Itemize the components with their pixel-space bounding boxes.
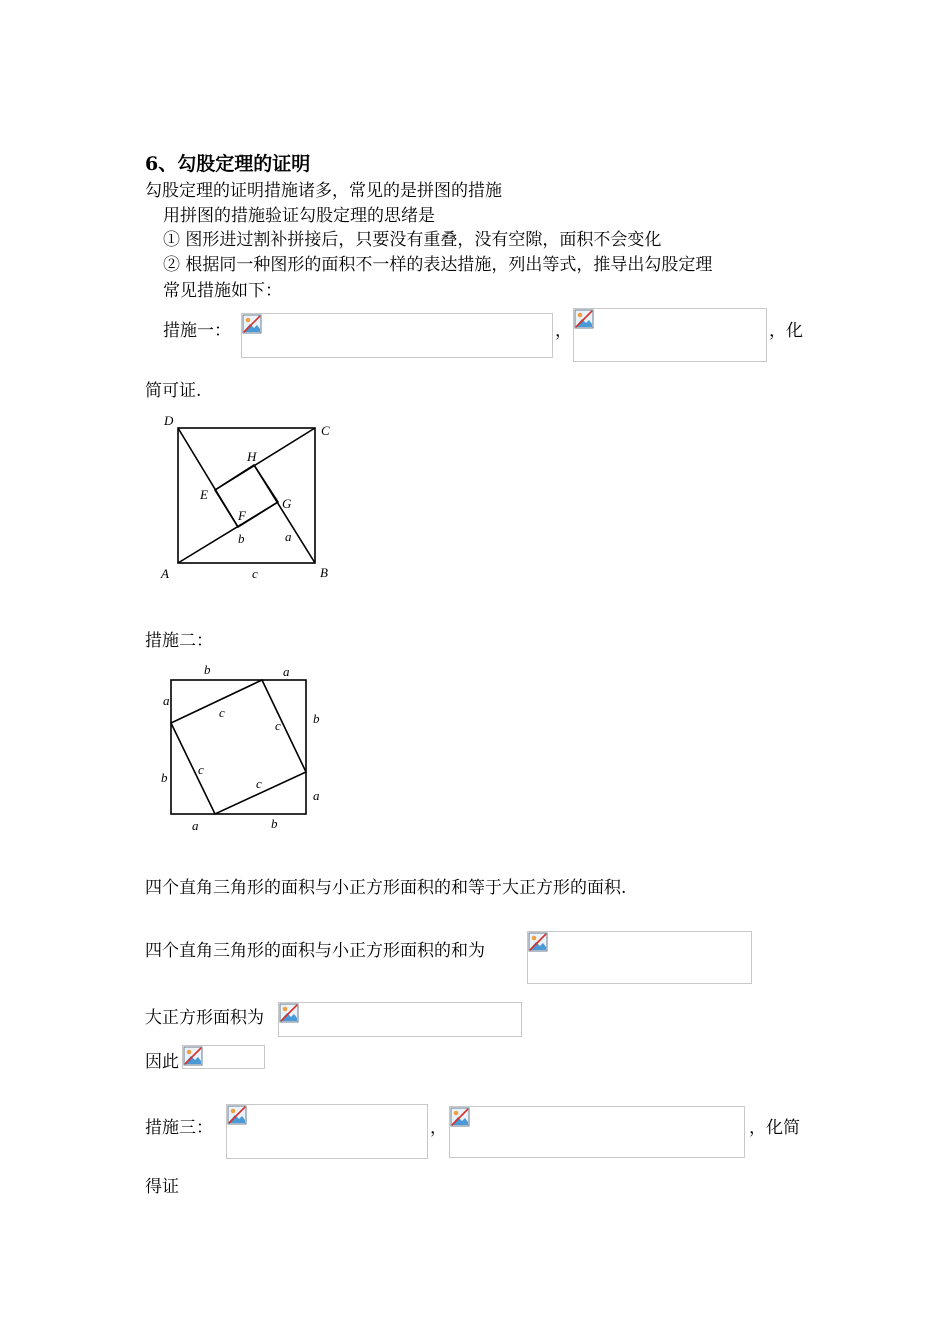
label-H: H [247,449,257,464]
label-a: a [285,529,292,544]
method3-continuation: 得证 [145,1177,179,1197]
formula-image-7 [449,1106,745,1158]
label-left-a: a [163,693,170,708]
formula-image-4 [278,1002,522,1037]
label-c: c [252,566,258,581]
method1-comma: ， [555,321,572,341]
formula-image-2 [573,308,767,362]
broken-image-icon [183,1046,203,1066]
method3-label: 措施三： [145,1118,213,1138]
broken-image-icon [227,1105,247,1125]
broken-image-icon [242,314,262,334]
label-G: G [282,496,292,511]
inner-square-c [171,680,306,814]
method1-label: 措施一： [163,321,231,341]
outer-square [171,680,306,814]
formula-image-6 [226,1104,428,1159]
label-C: C [321,423,330,438]
label-c-2: c [275,718,281,733]
section-heading: 6、勾股定理的证明 [145,153,311,175]
common-methods-text: 常见措施如下： [163,281,282,301]
label-B: B [320,565,328,580]
figure-2-diagram [150,656,340,841]
broken-image-icon [450,1107,470,1127]
label-top-a: a [283,664,290,679]
label-E: E [200,487,208,502]
formula-image-3 [527,931,752,984]
method3-comma: ， [430,1118,447,1138]
label-right-a: a [313,788,320,803]
method2-therefore: 因此 [145,1052,179,1072]
broken-image-icon [574,309,594,329]
label-b: b [238,531,245,546]
label-c-1: c [219,705,225,720]
label-c-3: c [198,762,204,777]
label-bottom-b: b [271,816,278,831]
figure-1-diagram [150,408,350,588]
method2-statement: 四个直角三角形的面积与小正方形面积的和等于大正方形的面积. [145,878,627,898]
label-F: F [238,508,246,523]
idea-text: 用拼图的措施验证勾股定理的思绪是 [163,206,435,226]
broken-image-icon [279,1003,299,1023]
method2-sum-line: 四个直角三角形的面积与小正方形面积的和为 [145,941,485,961]
label-A: A [161,566,169,581]
method1-continuation: 简可证. [145,381,202,401]
label-c-4: c [256,776,262,791]
point-2: ② 根据同一种图形的面积不一样的表达措施，列出等式，推导出勾股定理 [163,255,713,275]
formula-image-1 [241,313,553,358]
method2-big-area: 大正方形面积为 [145,1008,264,1028]
point-1: ① 图形进过割补拼接后，只要没有重叠，没有空隙，面积不会变化 [163,230,662,250]
label-D: D [164,413,174,428]
label-right-b: b [313,711,320,726]
method2-label: 措施二： [145,631,213,651]
inner-square-EFGH [215,465,278,527]
broken-image-icon [528,932,548,952]
method1-tail: ，化 [769,321,803,341]
intro-text: 勾股定理的证明措施诸多，常见的是拼图的措施 [145,181,502,201]
method3-tail: ，化简 [749,1118,800,1138]
label-left-b: b [161,770,168,785]
label-top-b: b [204,662,211,677]
formula-image-5 [182,1045,265,1069]
label-bottom-a: a [192,818,199,833]
